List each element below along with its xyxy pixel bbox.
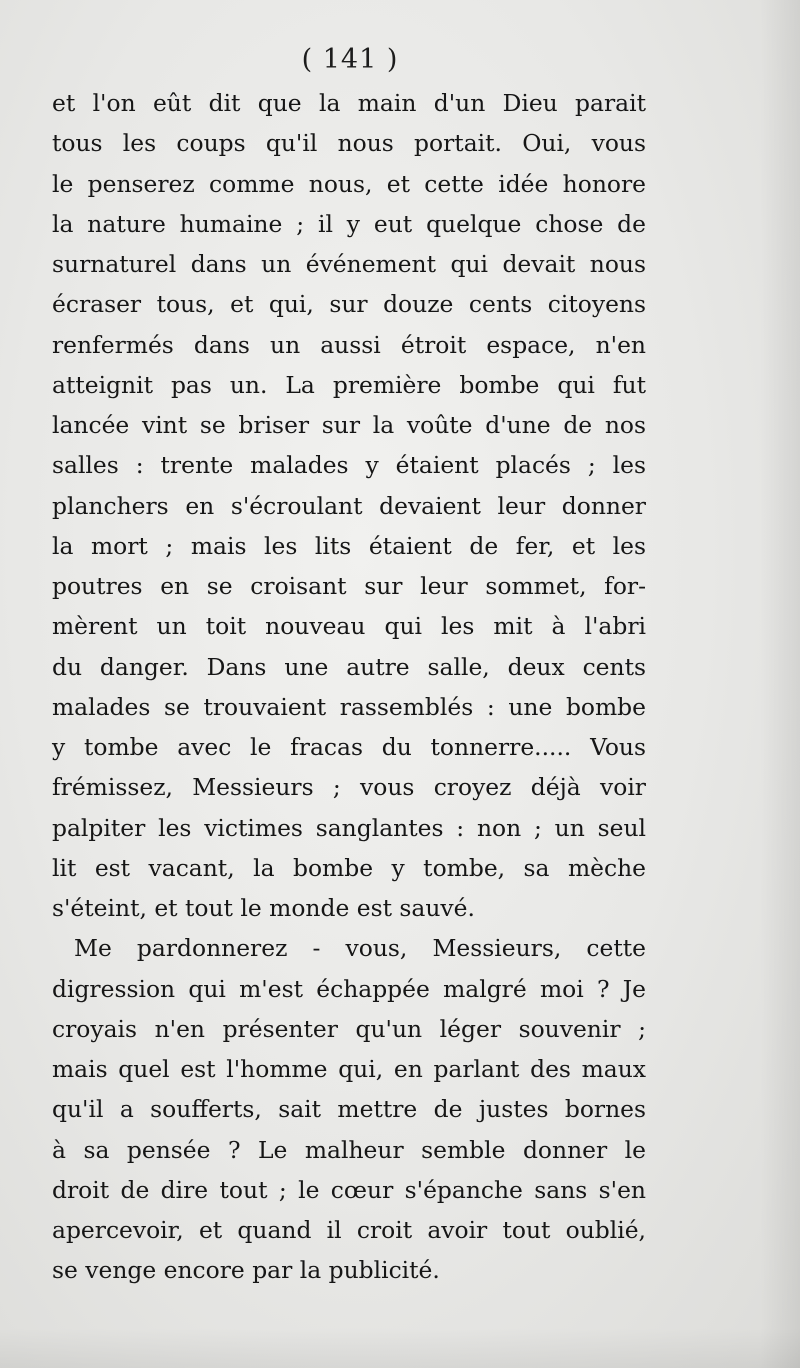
text-line: malades se trouvaient rassemblés : une bombe (52, 692, 646, 721)
paragraph (52, 928, 646, 1290)
text-line: à sa pensée ? Le malheur semble donner le (52, 1135, 646, 1164)
body-text (52, 83, 646, 1291)
text-line: du danger. Dans une autre salle, deux cents (52, 652, 646, 681)
text-line: lancée vint se briser sur la voûte d'une de nos (52, 411, 646, 439)
text-line: mais quel est l'homme qui, en parlant des maux (52, 1055, 646, 1083)
text-line: s'éteint, et tout le monde est sauvé. (52, 894, 475, 922)
text-line: qu'il a soufferts, sait mettre de justes bornes (52, 1095, 646, 1124)
text-line: poutres en se croisant sur leur sommet, for- (52, 572, 646, 600)
text-line: Me pardonnerez - vous, Messieurs, cette (74, 934, 646, 963)
page-edge-shadow (760, 0, 800, 1368)
text-line: atteignit pas un. La première bombe qui fut (52, 370, 646, 399)
text-line: renfermés dans un aussi étroit espace, n'en (52, 330, 646, 359)
text-line: droit de dire tout ; le cœur s'épanche sans s'en (52, 1175, 646, 1204)
paragraph (52, 83, 646, 928)
text-line: palpiter les victimes sanglantes : non ; un seul (52, 813, 646, 842)
text-line: la mort ; mais les lits étaient de fer, et les (52, 531, 646, 560)
text-line: salles : trente malades y étaient placés ; les (52, 451, 646, 480)
text-line: surnaturel dans un événement qui devait nous (52, 250, 646, 278)
text-line: et l'on eût dit que la main d'un Dieu parait (52, 89, 646, 117)
text-line: écraser tous, et qui, sur douze cents citoyens (52, 290, 646, 319)
text-line: se venge encore par la publicité. (52, 1256, 440, 1285)
text-line: le penserez comme nous, et cette idée honore (52, 169, 646, 198)
text-line: lit est vacant, la bombe y tombe, sa mèche (52, 853, 646, 882)
page-number: ( 141 ) (301, 44, 399, 75)
text-line: mèrent un toit nouveau qui les mit à l'abri (52, 612, 646, 641)
text-line: digression qui m'est échappée malgré moi ? Je (52, 974, 646, 1003)
text-line: tous les coups qu'il nous portait. Oui, vous (52, 129, 646, 158)
text-line: frémissez, Messieurs ; vous croyez déjà voir (52, 773, 646, 802)
text-line: apercevoir, et quand il croit avoir tout oublié, (52, 1216, 646, 1244)
text-line: croyais n'en présenter qu'un léger souvenir ; (52, 1014, 646, 1043)
page-bottom-shadow (0, 1328, 800, 1368)
text-line: y tombe avec le fracas du tonnerre..... Vous (52, 733, 646, 761)
text-line: planchers en s'écroulant devaient leur donner (52, 491, 646, 520)
text-line: la nature humaine ; il y eut quelque chose de (52, 209, 646, 238)
